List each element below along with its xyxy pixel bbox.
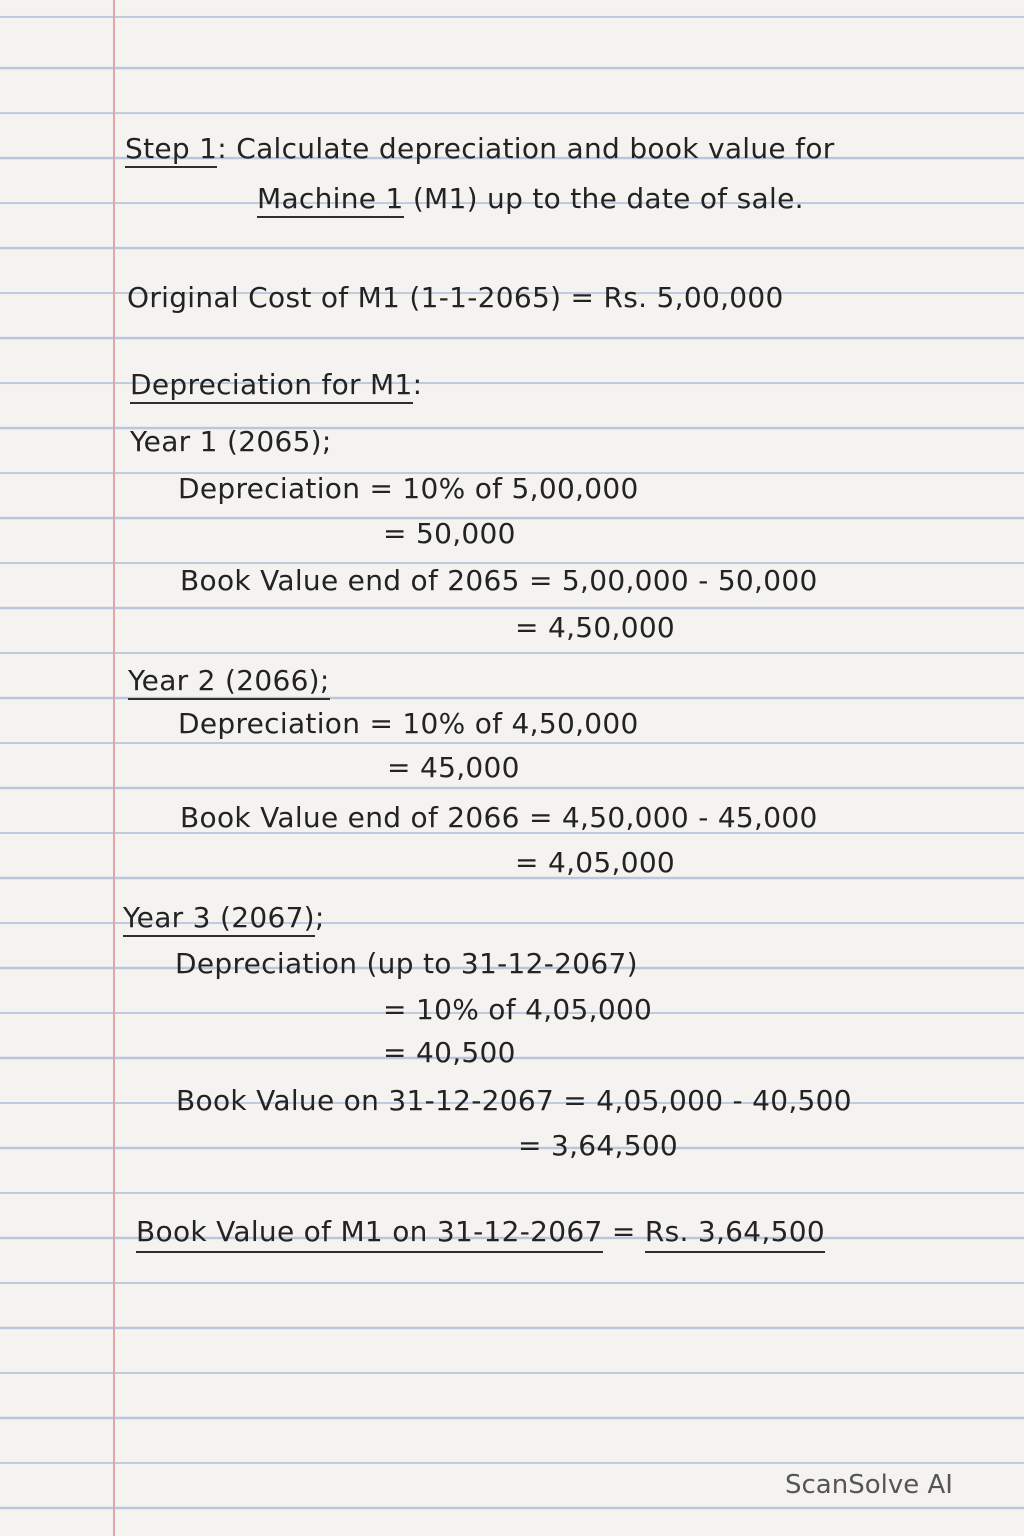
original-cost: Original Cost of M1 (1-1-2065) = Rs. 5,00,000	[127, 281, 784, 314]
year-3-book-value-result: = 3,64,500	[518, 1129, 679, 1162]
year-1-book-value: Book Value end of 2065 = 5,00,000 - 50,000	[180, 564, 818, 597]
year-3-depreciation-formula: = 10% of 4,05,000	[383, 993, 653, 1026]
step-title-line-1	[125, 131, 835, 167]
step-label: Step 1	[125, 132, 217, 168]
year-2-heading: Year 2 (2066);	[128, 663, 330, 699]
depreciation-heading	[130, 367, 422, 403]
final-label: Book Value of M1 on 31-12-2067	[136, 1215, 603, 1253]
step-title-line-2	[257, 181, 804, 217]
depreciation-heading-label: Depreciation for M1	[130, 368, 413, 404]
depreciation-heading-colon: :	[412, 368, 423, 401]
step-title-text: : Calculate depreciation and book value for	[217, 132, 835, 165]
year-2-book-value: Book Value end of 2066 = 4,50,000 - 45,000	[180, 801, 818, 834]
year-3-book-value: Book Value on 31-12-2067 = 4,05,000 - 40,500	[176, 1084, 852, 1117]
watermark-text: ScanSolve AI	[785, 1470, 953, 1500]
year-1-depreciation: Depreciation = 10% of 5,00,000	[178, 472, 639, 505]
year-2-depreciation-result: = 45,000	[387, 751, 520, 784]
year-3-heading: Year 3 (2067);	[123, 900, 325, 936]
step-title-rest: (M1) up to the date of sale.	[403, 182, 804, 215]
final-value: Rs. 3,64,500	[645, 1215, 825, 1253]
machine-label: Machine 1	[257, 182, 404, 218]
margin-line	[113, 0, 115, 1536]
year-2-depreciation: Depreciation = 10% of 4,50,000	[178, 707, 639, 740]
year-3-depreciation: Depreciation (up to 31-12-2067)	[175, 947, 638, 980]
final-book-value	[136, 1214, 825, 1250]
year-1-book-value-result: = 4,50,000	[515, 611, 676, 644]
year-3-depreciation-result: = 40,500	[383, 1036, 516, 1069]
year-1-heading: Year 1 (2065);	[130, 425, 332, 458]
final-equals: =	[602, 1215, 645, 1248]
year-2-book-value-result: = 4,05,000	[515, 846, 676, 879]
year-1-depreciation-result: = 50,000	[383, 517, 516, 550]
